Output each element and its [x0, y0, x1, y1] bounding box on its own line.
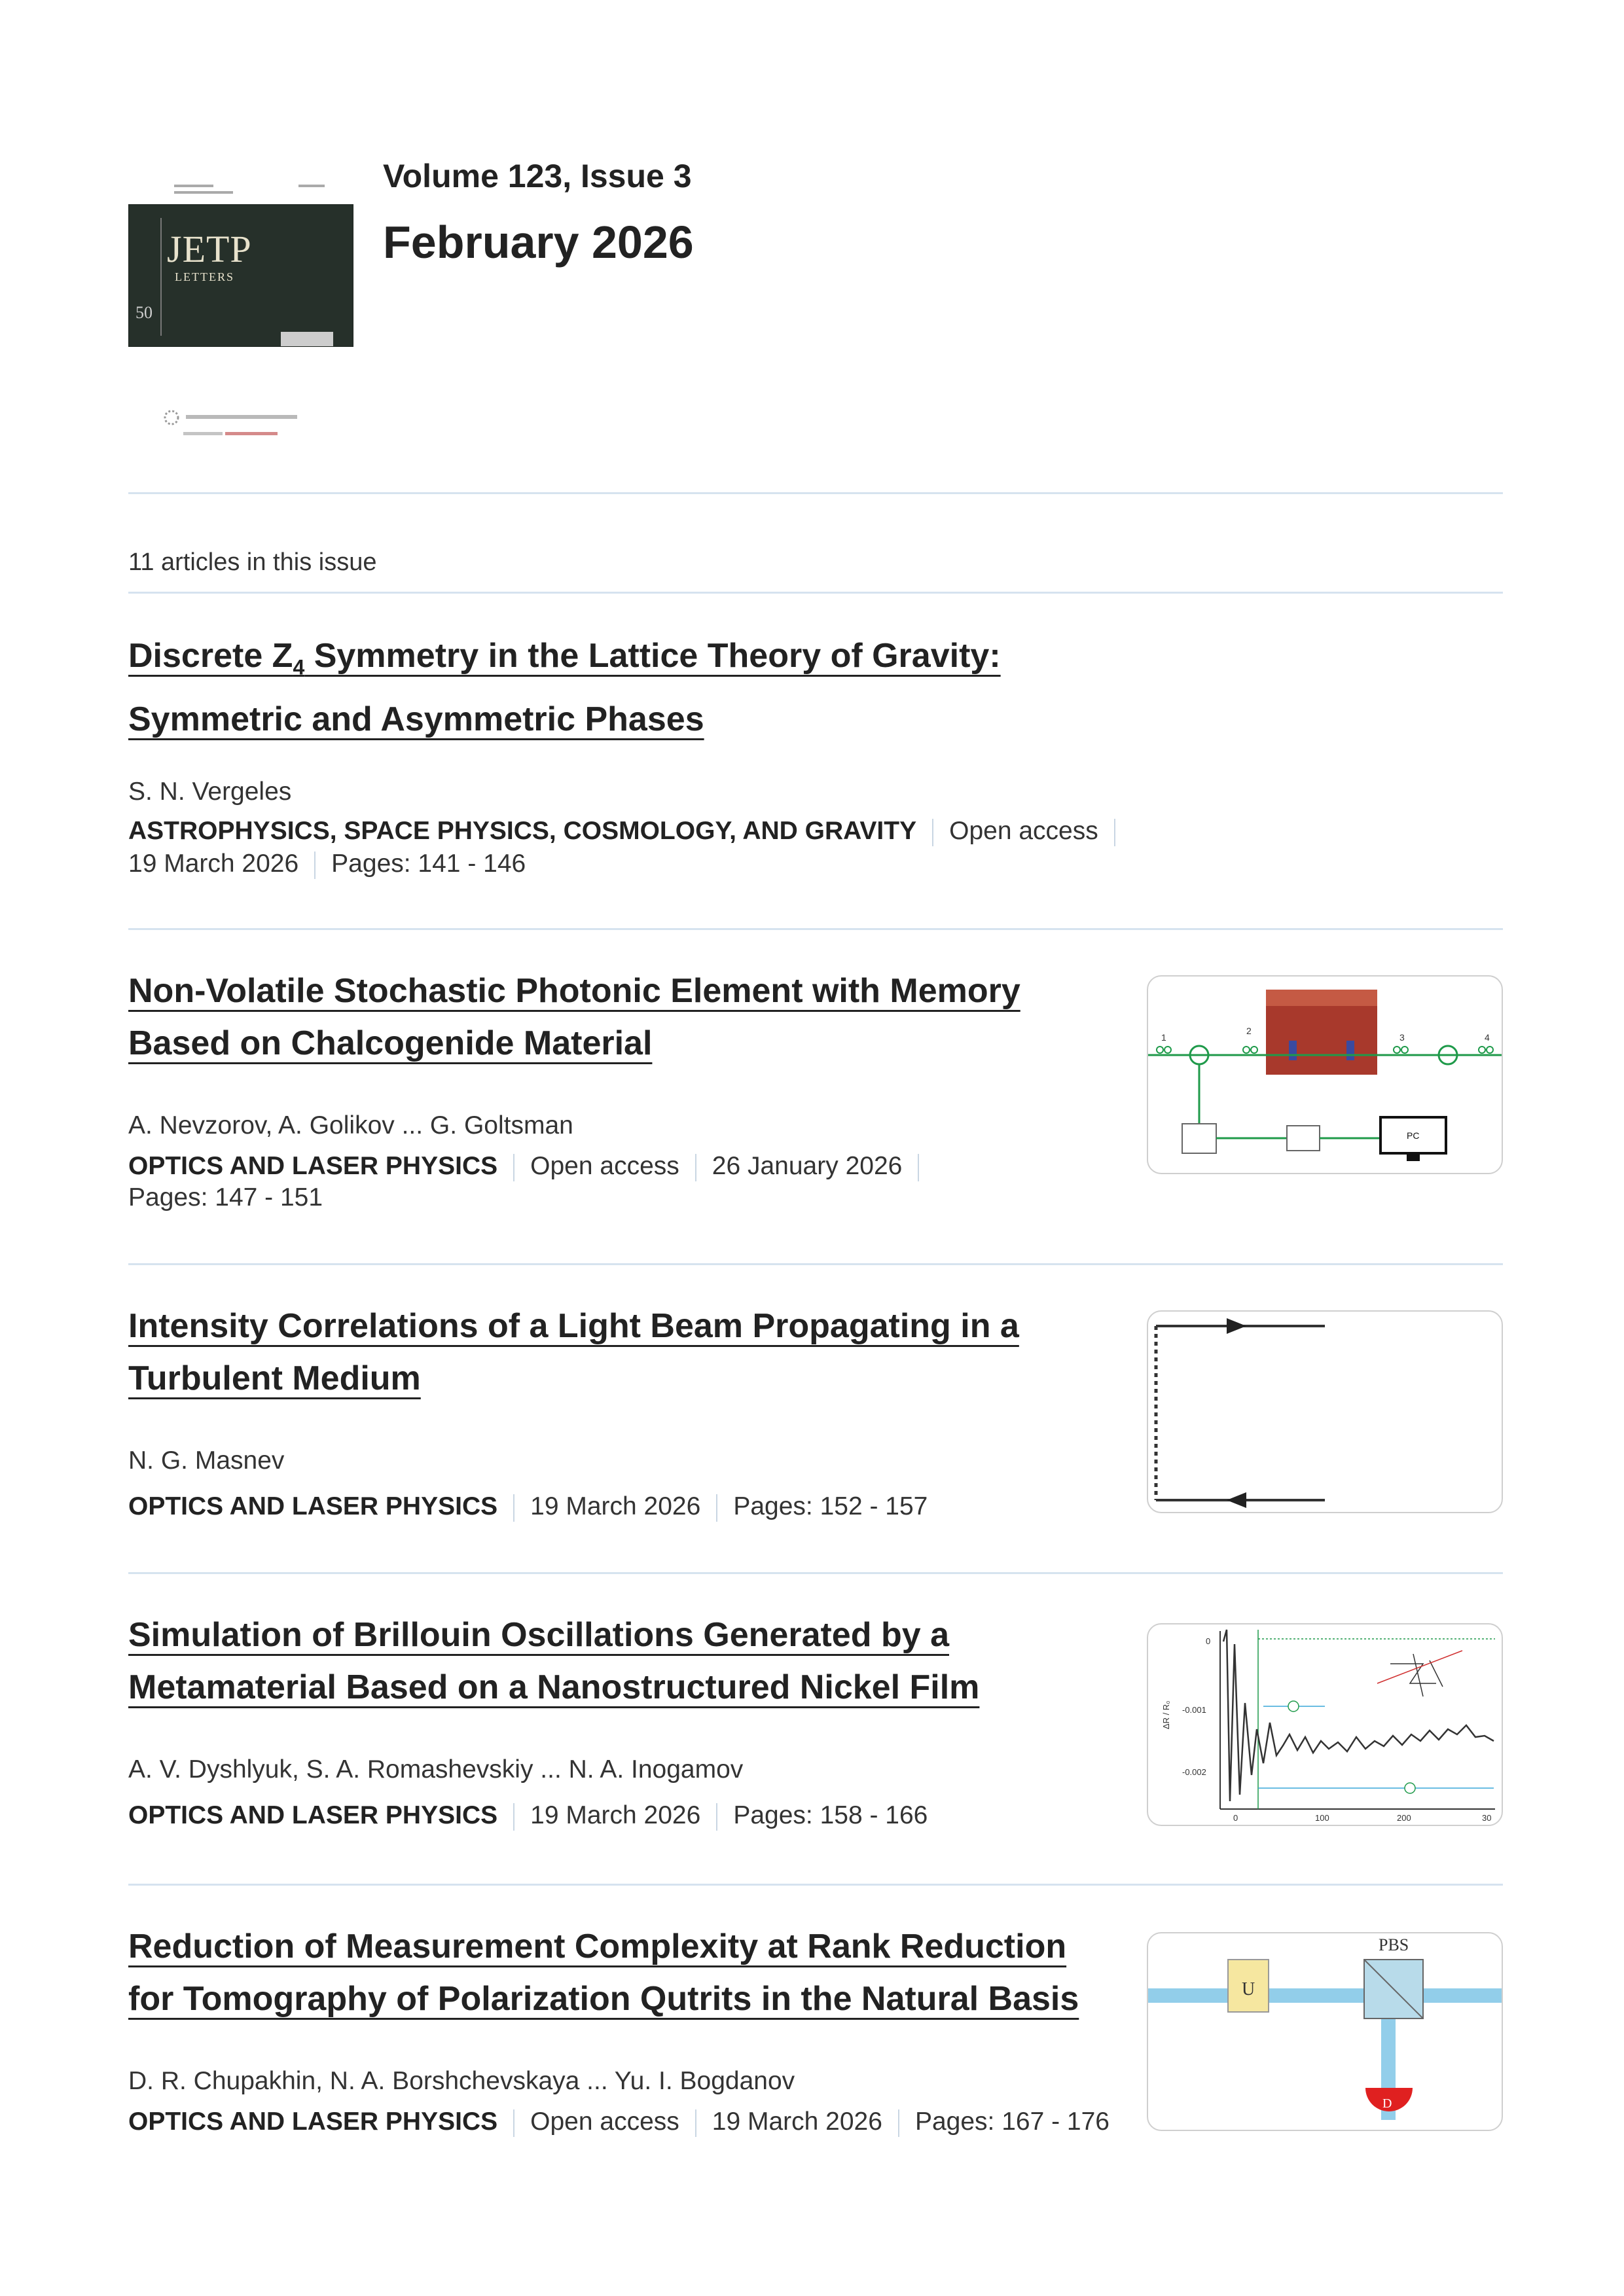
article-title-link[interactable]: [128, 1920, 1163, 2025]
article-title-link[interactable]: [128, 1300, 1149, 1405]
article-thumbnail-beam-path[interactable]: [1147, 1310, 1503, 1513]
port-label: 2: [1246, 1026, 1252, 1036]
publish-date: 19 March 2026: [712, 2108, 882, 2136]
page-range: Pages: 152 - 157: [733, 1492, 928, 1520]
fiber-loop-icon: [1243, 1047, 1250, 1053]
cover-divider: [160, 218, 162, 336]
meta-separator: [716, 1494, 717, 1522]
article-thumbnail-photonic-setup[interactable]: [1147, 975, 1503, 1174]
inset-red-line: [1377, 1651, 1462, 1683]
fiber-loop-icon: [1157, 1047, 1163, 1053]
period-marker: [1288, 1701, 1299, 1712]
article-count: 11 articles in this issue: [128, 548, 377, 576]
article-authors: [128, 772, 291, 812]
divider: [128, 492, 1503, 494]
fiber-loop-icon: [1479, 1047, 1485, 1053]
meta-separator: [898, 2109, 899, 2137]
divider: [128, 592, 1503, 594]
article-title-subscript: 4: [293, 655, 305, 679]
article-title-part: Non-Volatile Stochastic Photonic Element with Memory: [128, 972, 1020, 1010]
meta-separator: [513, 1803, 514, 1831]
x-tick-label: 0: [1233, 1813, 1238, 1823]
photonic-setup-diagram: [1148, 977, 1502, 1173]
x-tick-label: 100: [1315, 1813, 1329, 1823]
cover-strip-text: [174, 191, 233, 194]
meta-separator: [513, 1154, 514, 1181]
authors-text: N. G. Masnev: [128, 1446, 285, 1475]
port-label: 4: [1485, 1032, 1490, 1043]
y-axis-label: ΔR / R₀: [1161, 1700, 1171, 1729]
y-tick-label: -0.001: [1182, 1705, 1206, 1715]
fiber-loop-icon: [1394, 1047, 1400, 1053]
page-range: Pages: 147 - 151: [128, 1183, 323, 1211]
publisher-logo: [157, 406, 327, 445]
reflectivity-curve: [1223, 1630, 1494, 1801]
pbs-label: PBS: [1379, 1935, 1409, 1954]
article-thumbnail-pbs-setup[interactable]: [1147, 1932, 1503, 2131]
y-tick-label: -0.002: [1182, 1767, 1206, 1777]
article-title-part: Symmetry in the Lattice Theory of Gravity:: [304, 637, 1001, 675]
meta-separator: [1114, 819, 1115, 846]
y-tick-label: 0: [1206, 1636, 1211, 1646]
chip-electrode: [1346, 1041, 1354, 1060]
port-label: 3: [1399, 1032, 1405, 1043]
meta-separator: [716, 1803, 717, 1831]
page-range: Pages: 167 - 176: [914, 2108, 1110, 2136]
article-title-link[interactable]: [128, 1609, 1149, 1713]
range-marker: [1405, 1783, 1415, 1793]
article-title-part: Reduction of Measurement Complexity at Rank Reduction: [128, 1928, 1067, 1965]
arrow-left-icon: [1227, 1492, 1246, 1508]
access-badge: Open access: [530, 1152, 679, 1180]
article-title-link[interactable]: [128, 630, 1163, 745]
article-title-part: Intensity Correlations of a Light Beam Propagating in a: [128, 1307, 1019, 1345]
publisher-logo-mark: [157, 406, 327, 445]
article-title-part: Turbulent Medium: [128, 1359, 421, 1397]
meta-separator: [513, 1494, 514, 1522]
page-range: Pages: 141 - 146: [331, 850, 526, 878]
article-meta: [128, 1487, 928, 1526]
detector-box: [1287, 1126, 1320, 1151]
cover-logo-sub: LETTERS: [175, 270, 234, 283]
article-authors: [128, 1441, 284, 1480]
article-meta-2: [128, 1178, 323, 1217]
subject-link[interactable]: OPTICS AND LASER PHYSICS: [128, 2108, 498, 2136]
subject-link[interactable]: OPTICS AND LASER PHYSICS: [128, 1152, 498, 1180]
arrow-right-icon: [1227, 1318, 1246, 1334]
authors-text: A. V. Dyshlyuk, S. A. Romashevskiy ... N. A. Inogamov: [128, 1755, 744, 1784]
cover-strip-text: [298, 185, 325, 187]
publish-date: 19 March 2026: [128, 850, 299, 878]
cover-strip-text: [174, 185, 213, 187]
subject-link[interactable]: ASTROPHYSICS, SPACE PHYSICS, COSMOLOGY, AND GRAVITY: [128, 817, 917, 845]
authors-text: A. Nevzorov, A. Golikov ... G. Goltsman: [128, 1111, 573, 1139]
publish-date: 19 March 2026: [530, 1492, 701, 1520]
article-meta: [128, 1796, 928, 1835]
meta-separator: [695, 2109, 696, 2137]
detector-label: D: [1382, 2096, 1392, 2111]
article-title-part: Symmetric and Asymmetric Phases: [128, 700, 704, 739]
journal-cover-image[interactable]: [128, 204, 353, 347]
authors-text: S. N. Vergeles: [128, 778, 292, 806]
unitary-label: U: [1242, 1979, 1255, 2000]
beam-path-diagram: [1148, 1312, 1502, 1512]
cover-barcode: [281, 332, 333, 346]
x-tick-label: 200: [1397, 1813, 1411, 1823]
publish-date: 19 March 2026: [530, 1801, 701, 1829]
issue-month: February 2026: [383, 217, 694, 268]
beam-horizontal: [1148, 1988, 1502, 2003]
source-box: [1182, 1124, 1216, 1153]
meta-separator: [918, 1154, 919, 1181]
monitor-stand: [1407, 1155, 1420, 1161]
subject-link[interactable]: OPTICS AND LASER PHYSICS: [128, 1492, 498, 1520]
article-title-part: Simulation of Brillouin Oscillations Generated by a: [128, 1616, 949, 1654]
access-badge: Open access: [530, 2108, 679, 2136]
meta-separator: [314, 852, 316, 879]
article-authors: [128, 1750, 743, 1789]
meta-separator: [695, 1154, 696, 1181]
article-title-part: Based on Chalcogenide Material: [128, 1024, 653, 1062]
article-title-part: Metamaterial Based on a Nanostructured Nickel Film: [128, 1668, 980, 1706]
article-meta: [128, 2102, 1110, 2142]
monitor-label: PC: [1407, 1130, 1420, 1141]
article-title-part: for Tomography of Polarization Qutrits in the Natural Basis: [128, 1980, 1079, 2018]
subject-link[interactable]: OPTICS AND LASER PHYSICS: [128, 1801, 498, 1829]
meta-separator: [932, 819, 933, 846]
cover-top-strip: [128, 178, 352, 204]
pbs-setup-diagram: [1148, 1933, 1502, 2130]
fiber-loop-icon: [1487, 1047, 1493, 1053]
divider: [128, 1572, 1503, 1574]
meta-separator: [513, 2109, 514, 2137]
chip-electrode: [1289, 1041, 1297, 1060]
divider: [128, 928, 1503, 930]
issue-volume: Volume 123, Issue 3: [383, 158, 692, 194]
article-title-link[interactable]: [128, 965, 1149, 1069]
fiber-loop-icon: [1251, 1047, 1257, 1053]
cover-anniversary-badge: 50: [135, 303, 153, 322]
fiber-loop-icon: [1401, 1047, 1408, 1053]
article-authors: [128, 2062, 795, 2101]
port-label: 1: [1161, 1032, 1166, 1043]
article-authors: [128, 1106, 573, 1145]
page-range: Pages: 158 - 166: [733, 1801, 928, 1829]
divider: [128, 1263, 1503, 1265]
chip-highlight: [1266, 990, 1377, 1006]
cover-logo-main: JETP: [167, 228, 252, 270]
authors-text: D. R. Chupakhin, N. A. Borshchevskaya ... Yu. I. Bogdanov: [128, 2067, 795, 2095]
fiber-loop-icon: [1164, 1047, 1171, 1053]
article-meta-2: [128, 844, 526, 884]
publish-date: 26 January 2026: [712, 1152, 903, 1180]
article-thumbnail-brillouin-plot[interactable]: [1147, 1623, 1503, 1826]
article-title-part: Discrete Z: [128, 637, 293, 675]
divider: [128, 1884, 1503, 1886]
access-badge: Open access: [949, 817, 1098, 845]
brillouin-plot-figure: [1148, 1624, 1502, 1825]
x-tick-label: 30: [1482, 1813, 1492, 1823]
